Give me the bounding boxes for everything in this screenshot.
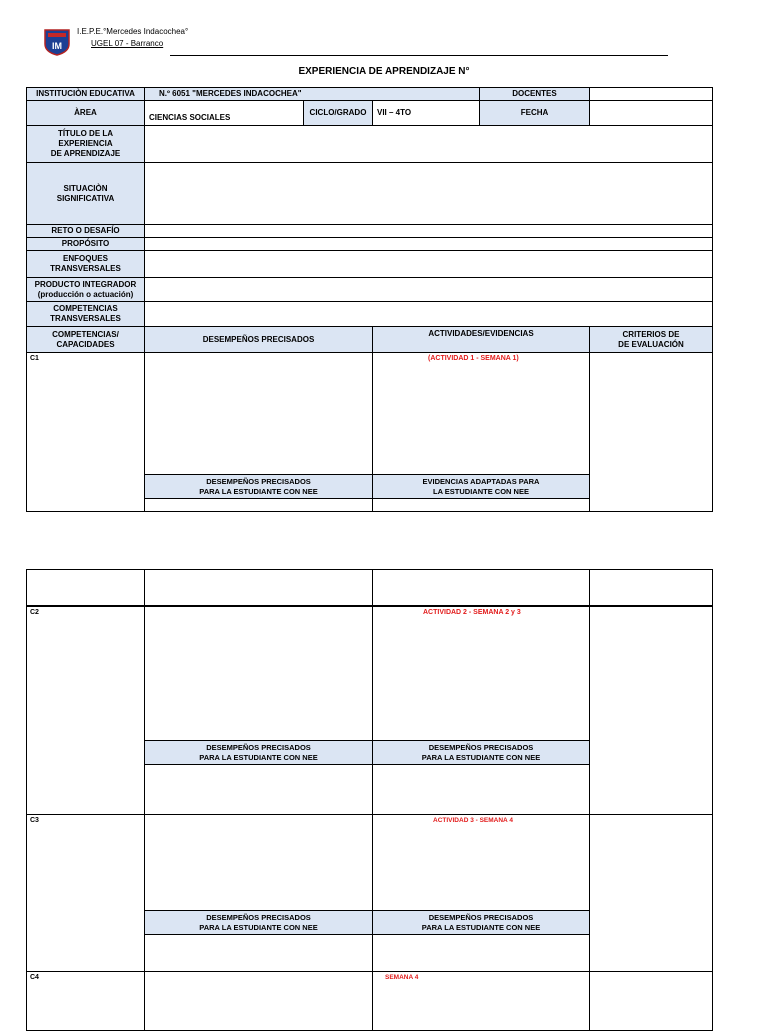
school-name: I.E.P.E.°Mercedes Indacochea° [77,27,189,36]
comp-trans-label: COMPETENCIAS TRANSVERSALES [26,301,145,327]
docentes-field[interactable] [589,87,713,101]
docentes-label: DOCENTES [479,87,590,101]
c4-desempenos-cell[interactable] [144,971,373,1031]
titulo-field[interactable] [144,125,713,163]
c2-nee-right-label: DESEMPEÑOS PRECISADOS PARA LA ESTUDIANTE CON NEE [372,740,590,765]
c3-nee-right-label: DESEMPEÑOS PRECISADOS PARA LA ESTUDIANTE CON NEE [372,910,590,935]
enfoques-label: ENFOQUES TRANSVERSALES [26,250,145,278]
c4-activity-label: SEMANA 4 [385,974,419,981]
fecha-field[interactable] [589,100,713,126]
c3-desempenos-cell[interactable] [144,814,373,911]
p2-header-cell-3 [372,569,590,607]
fecha-label: FECHA [479,100,590,126]
c3-criterios-cell[interactable] [589,814,713,972]
area-label: ÀREA [26,100,145,126]
c1-competencia-cell[interactable] [26,352,145,512]
c2-desempenos-cell[interactable] [144,606,373,741]
reto-label: RETO O DESAFÍO [26,224,145,238]
c1-activity-label: (ACTIVIDAD 1 - SEMANA 1) [428,355,519,362]
c2-competencia-cell[interactable] [26,606,145,815]
c1-id: C1 [30,355,39,362]
c4-competencia-cell[interactable] [26,971,145,1031]
reto-field[interactable] [144,224,713,238]
c2-nee-left-field[interactable] [144,764,373,815]
criterios-header: CRITERIOS DE DE EVALUACIÓN [589,326,713,353]
c2-criterios-cell[interactable] [589,606,713,815]
desempenos-header: DESEMPEÑOS PRECISADOS [144,326,373,353]
c3-nee-left-label: DESEMPEÑOS PRECISADOS PARA LA ESTUDIANTE CON NEE [144,910,373,935]
ciclo-value[interactable]: VII – 4TO [372,100,480,126]
ciclo-label: CICLO/GRADO [303,100,373,126]
c1-nee-left-label: DESEMPEÑOS PRECISADOS PARA LA ESTUDIANTE CON NEE [144,474,373,499]
c1-desempenos-cell[interactable] [144,352,373,475]
producto-label: PRODUCTO INTEGRADOR (producción o actuación) [26,277,145,302]
p2-header-cell-4 [589,569,713,607]
situacion-label: SITUACIÒN SIGNIFICATIVA [26,162,145,225]
c3-competencia-cell[interactable] [26,814,145,972]
page-title: EXPERIENCIA DE APRENDIZAJE N° [298,66,470,77]
c1-nee-right-label: EVIDENCIAS ADAPTADAS PARA LA ESTUDIANTE CON NEE [372,474,590,499]
c4-actividades-cell[interactable] [372,971,590,1031]
c4-criterios-cell[interactable] [589,971,713,1031]
shield-icon [44,28,70,56]
ugel-name: UGEL 07 - Barranco [91,39,164,48]
c1-nee-left-field[interactable] [144,498,373,512]
institucion-label: INSTITUCIÒN EDUCATIVA [26,87,145,101]
c3-nee-left-field[interactable] [144,934,373,972]
p2-header-cell-2 [144,569,373,607]
titulo-label: TÍTULO DE LA EXPERIENCIA DE APRENDIZAJE [26,125,145,163]
enfoques-field[interactable] [144,250,713,278]
c2-actividades-cell[interactable] [372,606,590,741]
c1-actividades-cell[interactable] [372,352,590,475]
producto-field[interactable] [144,277,713,302]
c1-nee-right-field[interactable] [372,498,590,512]
c3-activity-label: ACTIVIDAD 3 - SEMANA 4 [433,817,513,824]
c2-nee-right-field[interactable] [372,764,590,815]
school-logo [44,28,70,56]
c2-nee-left-label: DESEMPEÑOS PRECISADOS PARA LA ESTUDIANTE CON NEE [144,740,373,765]
c4-id: C4 [30,974,39,981]
actividades-header-text: ACTIVIDADES/EVIDENCIAS [428,329,534,338]
c2-activity-label: ACTIVIDAD 2 - SEMANA 2 y 3 [423,609,521,616]
header-rule [170,55,668,56]
area-value: CIENCIAS SOCIALES [149,113,231,122]
c3-actividades-cell[interactable] [372,814,590,911]
c3-id: C3 [30,817,39,824]
proposito-field[interactable] [144,237,713,251]
comp-trans-field[interactable] [144,301,713,327]
p2-header-cell-1 [26,569,145,607]
institucion-value[interactable]: N.º 6051 "MERCEDES INDACOCHEA" [144,87,480,101]
actividades-header [372,326,590,353]
c3-nee-right-field[interactable] [372,934,590,972]
c2-id: C2 [30,609,39,616]
situacion-field[interactable] [144,162,713,225]
svg-text:IM: IM [52,41,62,51]
competencias-header: COMPETENCIAS/ CAPACIDADES [26,326,145,353]
proposito-label: PROPÓSITO [26,237,145,251]
c1-criterios-cell[interactable] [589,352,713,512]
area-value-cell[interactable] [144,100,304,126]
